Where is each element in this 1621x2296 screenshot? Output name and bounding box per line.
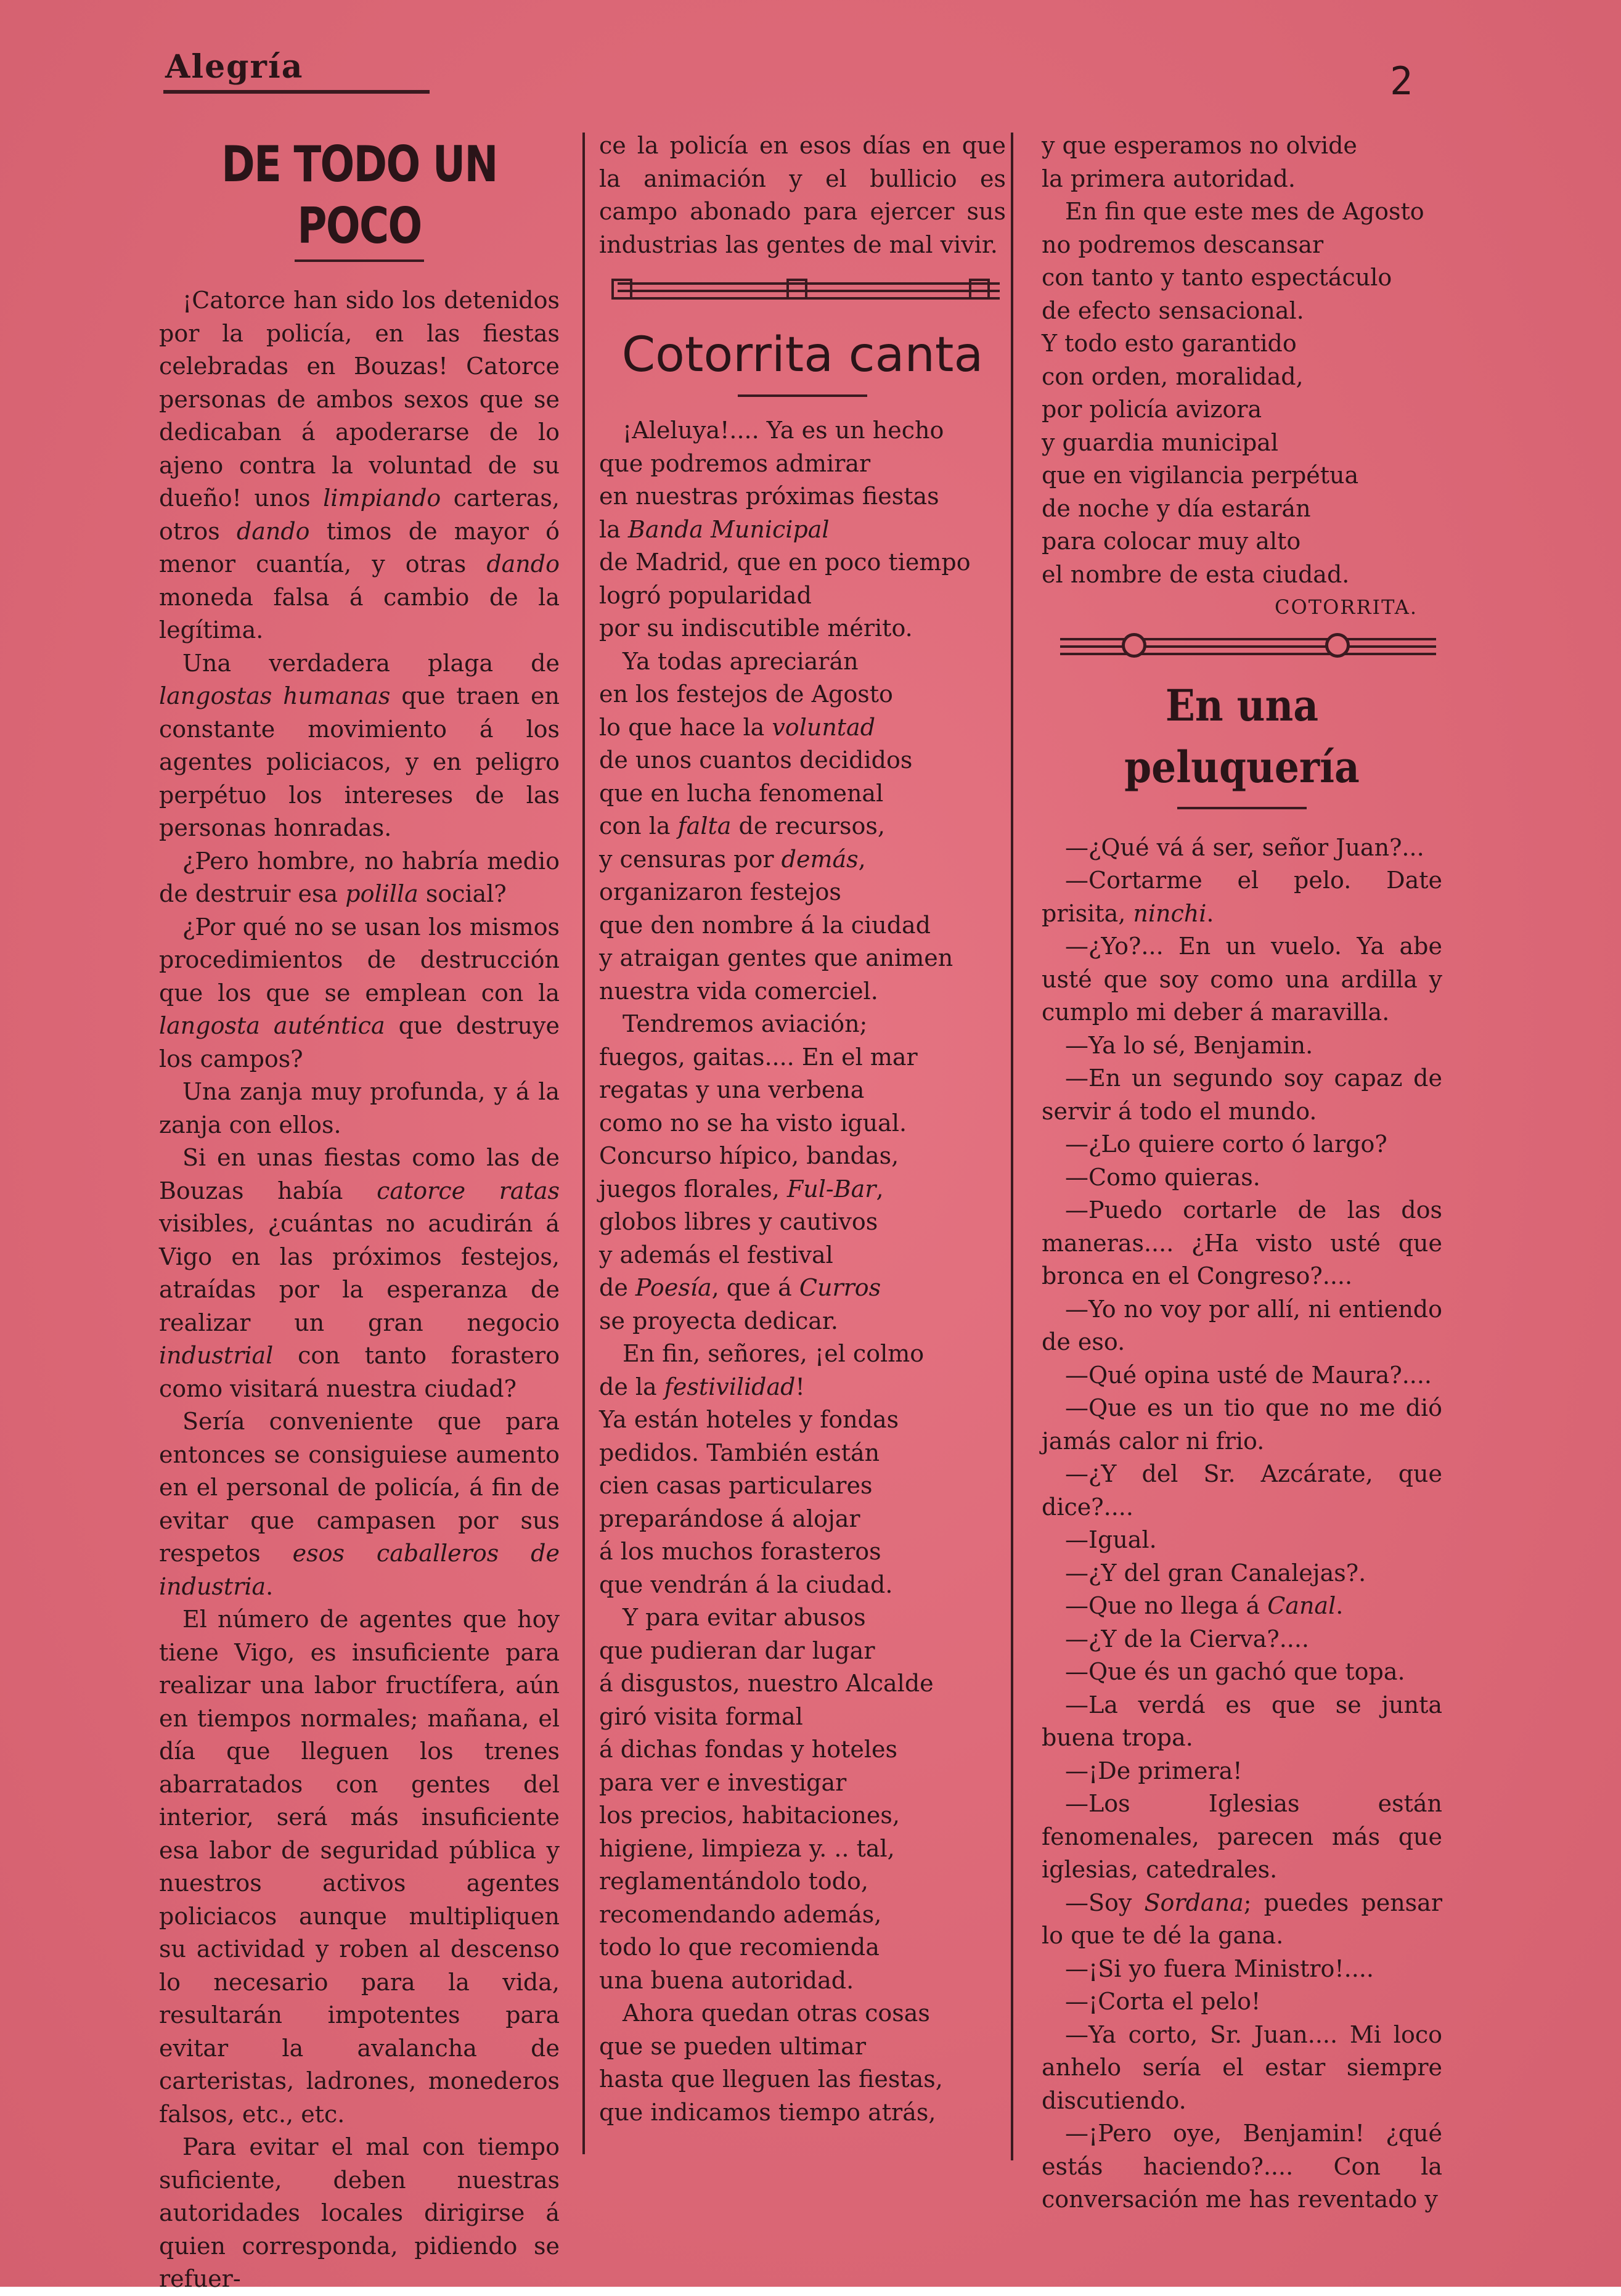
verse-line: Tendremos aviación; <box>623 1010 868 1037</box>
verse-line: Ya están hoteles y fondas <box>599 1406 899 1433</box>
dialogue-line: —Soy Sordana; puedes pensar lo que te dé la gana. <box>1042 1889 1442 1949</box>
verse-line: para colocar muy alto <box>1042 528 1301 555</box>
verse-line: que podremos admirar <box>599 449 871 477</box>
masthead: Alegría <box>165 48 304 86</box>
dialogue-line: —Que es un tio que no me dió jamás calor ni frio. <box>1042 1394 1442 1455</box>
verse-line: y guardia municipal <box>1042 428 1279 456</box>
dialogue-line: —Igual. <box>1065 1526 1157 1553</box>
verse-line: que vendrán á la ciudad. <box>599 1571 893 1598</box>
paragraph: Una zanja muy profunda, y á la zanja con ellos. <box>159 1078 560 1138</box>
verse-line: Y todo esto garantido <box>1042 330 1297 357</box>
verse-line: ¡Aleluya!.... Ya es un hecho <box>623 417 944 444</box>
dialogue-line: —Puedo cortarle de las dos maneras.... ¿Ha visto usté que bronca en el Congreso?.... <box>1042 1196 1442 1289</box>
continuation-text: ce la policía en esos días en que la animación y el bullicio es campo abonado para ejercer sus industrias las gentes de mal vivir. <box>599 132 1006 258</box>
verse-line: de efecto sensacional. <box>1042 296 1304 324</box>
poem-body <box>599 414 1006 2129</box>
verse-line: con la falta de recursos, <box>599 812 885 840</box>
verse-line: en nuestras próximas fiestas <box>599 483 939 510</box>
dialogue-line: —¿Yo?... En un vuelo. Ya abe usté que soy como una ardilla y cumplo mi deber á maravilla. <box>1042 933 1442 1026</box>
paragraph: ¿Pero hombre, no habría medio de destruir esa polilla social? <box>159 847 560 907</box>
verse-line: de la festivilidad! <box>599 1373 805 1400</box>
verse-line: y censuras por demás, <box>599 845 866 873</box>
verse-line: En fin que este mes de Agosto <box>1065 198 1424 225</box>
verse-line: y atraigan gentes que animen <box>599 944 953 971</box>
verse-line: á dichas fondas y hoteles <box>599 1736 897 1763</box>
verse-line: fuegos, gaitas.... En el mar <box>599 1043 918 1071</box>
verse-line: que pudieran dar lugar <box>599 1636 875 1664</box>
verse-line: cien casas particulares <box>599 1472 873 1499</box>
verse-line: y además el festival <box>599 1241 833 1269</box>
article-title-en-una-peluqueria: En una peluquería <box>1124 679 1360 793</box>
column-divider-2 <box>1011 133 1013 2160</box>
verse-line: á los muchos forasteros <box>599 1538 881 1565</box>
column-2 <box>599 129 1006 2129</box>
column-divider-1 <box>582 133 585 2154</box>
article-body <box>159 284 560 2296</box>
page-number: 2 <box>1390 59 1413 104</box>
paragraph: ¡Catorce han sido los detenidos por la policía, en las fiestas celebradas en Bouzas! Catorce personas de ambos sexos que se dedicaban á apoderarse de lo ajeno contra la voluntad de su dueño! unos limpiando carteras, otros dando timos de mayor ó menor cuantía, y otras dando moneda falsa á cambio de la legítima. <box>159 287 560 643</box>
dialogue-line: —Cortarme el pelo. Date prisita, ninchi. <box>1042 867 1442 927</box>
dialogue-line: —Yo no voy por allí, ni entiendo de eso. <box>1042 1295 1442 1355</box>
masthead-rule <box>163 90 430 94</box>
verse-line: para ver e investigar <box>599 1768 847 1796</box>
dialogue-line: —En un segundo soy capaz de servir á todo el mundo. <box>1042 1064 1442 1125</box>
paragraph: Una verdadera plaga de langostas humanas que traen en constante movimiento á los agentes policiacos, y en peligro perpétuo los intereses de las personas honradas. <box>159 649 560 841</box>
dialogue-line: —Como quieras. <box>1065 1163 1260 1191</box>
verse-line: una buena autoridad. <box>599 1966 854 1994</box>
verse-line: en los festejos de Agosto <box>599 680 893 708</box>
article-title-cotorrita-canta: Cotorrita canta <box>621 327 984 383</box>
verse-line: de Madrid, que en poco tiempo <box>599 549 971 576</box>
dialogue-line: —¡De primera! <box>1065 1757 1243 1784</box>
article-title-de-todo-un-poco: DE TODO UN POCO <box>221 136 497 255</box>
verse-line: con orden, moralidad, <box>1042 362 1304 390</box>
verse-line: como no se ha visto igual. <box>599 1109 907 1137</box>
paragraph: El número de agentes que hoy tiene Vigo, es insuficiente para realizar una labor fructífera, aún en tiempos normales; mañana, el día que lleguen los trenes abarratados con gentes del interior, será más insuficiente esa labor de seguridad pública y nuestros activos agentes policiacos aunque multipliquen su actividad y roben al descenso lo necesario para la vida, resultarán impotentes para evitar la avalancha de carteristas, ladrones, monederos falsos, etc., etc. <box>159 1606 560 2128</box>
poem-continuation <box>1042 129 1442 591</box>
verse-line: con tanto y tanto espectáculo <box>1042 264 1392 291</box>
title-underline <box>1177 807 1307 809</box>
column-1 <box>159 120 560 2296</box>
verse-line: que indicamos tiempo atrás, <box>599 2098 936 2126</box>
verse-line: Ahora quedan otras cosas <box>623 2000 930 2027</box>
verse-line: recomendando además, <box>599 1900 882 1928</box>
title-underline <box>738 394 867 397</box>
paragraph: Sería conveniente que para entonces se consiguiese aumento en el personal de policía, á fin de evitar que campasen por sus respetos esos caballeros de industria. <box>159 1408 560 1600</box>
verse-line: hasta que lleguen las fiestas, <box>599 2065 943 2093</box>
verse-line: Y para evitar abusos <box>623 1604 866 1631</box>
dialogue-line: —¿Lo quiere corto ó largo? <box>1065 1130 1387 1158</box>
dialogue-body <box>1042 831 1442 2216</box>
dialogue-line: —¡Pero oye, Benjamin! ¿qué estás haciendo?.... Con la conversación me has reventado y <box>1042 2120 1442 2213</box>
dialogue-line: —¿Y de la Cierva?.... <box>1065 1625 1310 1653</box>
verse-line: En fin, señores, ¡el colmo <box>623 1340 925 1367</box>
column-3 <box>1042 129 1442 2216</box>
verse-line: Ya todas apreciarán <box>623 647 859 675</box>
verse-line: preparándose á alojar <box>599 1505 860 1532</box>
verse-line: por policía avizora <box>1042 396 1262 423</box>
verse-line: giró visita formal <box>599 1702 803 1730</box>
verse-line: se proyecta dedicar. <box>599 1307 838 1334</box>
verse-line: que en lucha fenomenal <box>599 779 884 807</box>
title-underline <box>295 259 424 262</box>
signature: COTORRITA. <box>1275 595 1418 619</box>
dialogue-line: —¿Y del Sr. Azcárate, que dice?.... <box>1042 1460 1442 1521</box>
dialogue-line: —¿Qué vá á ser, señor Juan?... <box>1065 833 1424 861</box>
verse-line: todo lo que recomienda <box>599 1934 880 1961</box>
dialogue-line: —La verdá es que se junta buena tropa. <box>1042 1691 1442 1751</box>
verse-line: que den nombre á la ciudad <box>599 911 931 939</box>
verse-line: higiene, limpieza y. .. tal, <box>599 1834 895 1862</box>
dialogue-line: —¿Y del gran Canalejas?. <box>1065 1559 1366 1587</box>
verse-line: por su indiscutible mérito. <box>599 615 913 642</box>
verse-line: juegos florales, Ful-Bar, <box>599 1175 884 1203</box>
verse-line: reglamentándolo todo, <box>599 1868 868 1895</box>
dialogue-line: —Qué opina usté de Maura?.... <box>1065 1361 1432 1389</box>
verse-line: el nombre de esta ciudad. <box>1042 560 1350 588</box>
verse-line: la Banda Municipal <box>599 515 830 543</box>
verse-line: y que esperamos no olvide <box>1042 132 1357 159</box>
dialogue-line: —Ya lo sé, Benjamin. <box>1065 1031 1313 1059</box>
verse-line: organizaron festejos <box>599 878 841 905</box>
verse-line: de noche y día estarán <box>1042 494 1311 522</box>
ornamental-rule <box>599 276 1006 308</box>
dialogue-line: —Los Iglesias están fenomenales, parecen más que iglesias, catedrales. <box>1042 1790 1442 1883</box>
dialogue-line: —Ya corto, Sr. Juan.... Mi loco anhelo sería el estar siempre discutiendo. <box>1042 2020 1442 2114</box>
dialogue-line: —Que és un gachó que topa. <box>1065 1658 1405 1685</box>
verse-line: á disgustos, nuestro Alcalde <box>599 1670 934 1697</box>
verse-line: pedidos. También están <box>599 1439 880 1466</box>
dialogue-line: —Que no llega á Canal. <box>1065 1592 1344 1619</box>
verse-line: globos libres y cautivos <box>599 1208 878 1235</box>
verse-line: de unos cuantos decididos <box>599 746 913 774</box>
verse-line: la primera autoridad. <box>1042 165 1296 192</box>
verse-line: los precios, habitaciones, <box>599 1802 900 1829</box>
verse-line: que se pueden ultimar <box>599 2032 866 2060</box>
paragraph: Para evitar el mal con tiempo suficiente, deben nuestras autoridades locales dirigirse á quien corresponda, pidiendo se refuer- <box>159 2133 560 2292</box>
verse-line: lo que hace la voluntad <box>599 713 876 741</box>
verse-line: de Poesía, que á Curros <box>599 1274 881 1301</box>
verse-line: regatas y una verbena <box>599 1076 865 1103</box>
paragraph: Si en unas fiestas como las de Bouzas había catorce ratas visibles, ¿cuántas no acudirán á Vigo en las próximos festejos, atraídas por la esperanza de realizar un gran negocio industrial con tanto forastero como visitará nuestra ciudad? <box>159 1144 560 1402</box>
dialogue-line: —¡Corta el pelo! <box>1065 1988 1261 2015</box>
verse-line: Concurso hípico, bandas, <box>599 1142 899 1169</box>
paragraph: ¿Por qué no se usan los mismos procedimientos de destrucción que los que se emplean con la langosta auténtica que destruye los campos? <box>159 913 560 1072</box>
verse-line: logró popularidad <box>599 581 812 609</box>
ornamental-rule <box>1042 632 1442 664</box>
verse-line: nuestra vida comerciel. <box>599 977 878 1005</box>
verse-line: no podremos descansar <box>1042 231 1324 258</box>
dialogue-line: —¡Si yo fuera Ministro!.... <box>1065 1955 1374 1982</box>
verse-line: que en vigilancia perpétua <box>1042 462 1359 489</box>
